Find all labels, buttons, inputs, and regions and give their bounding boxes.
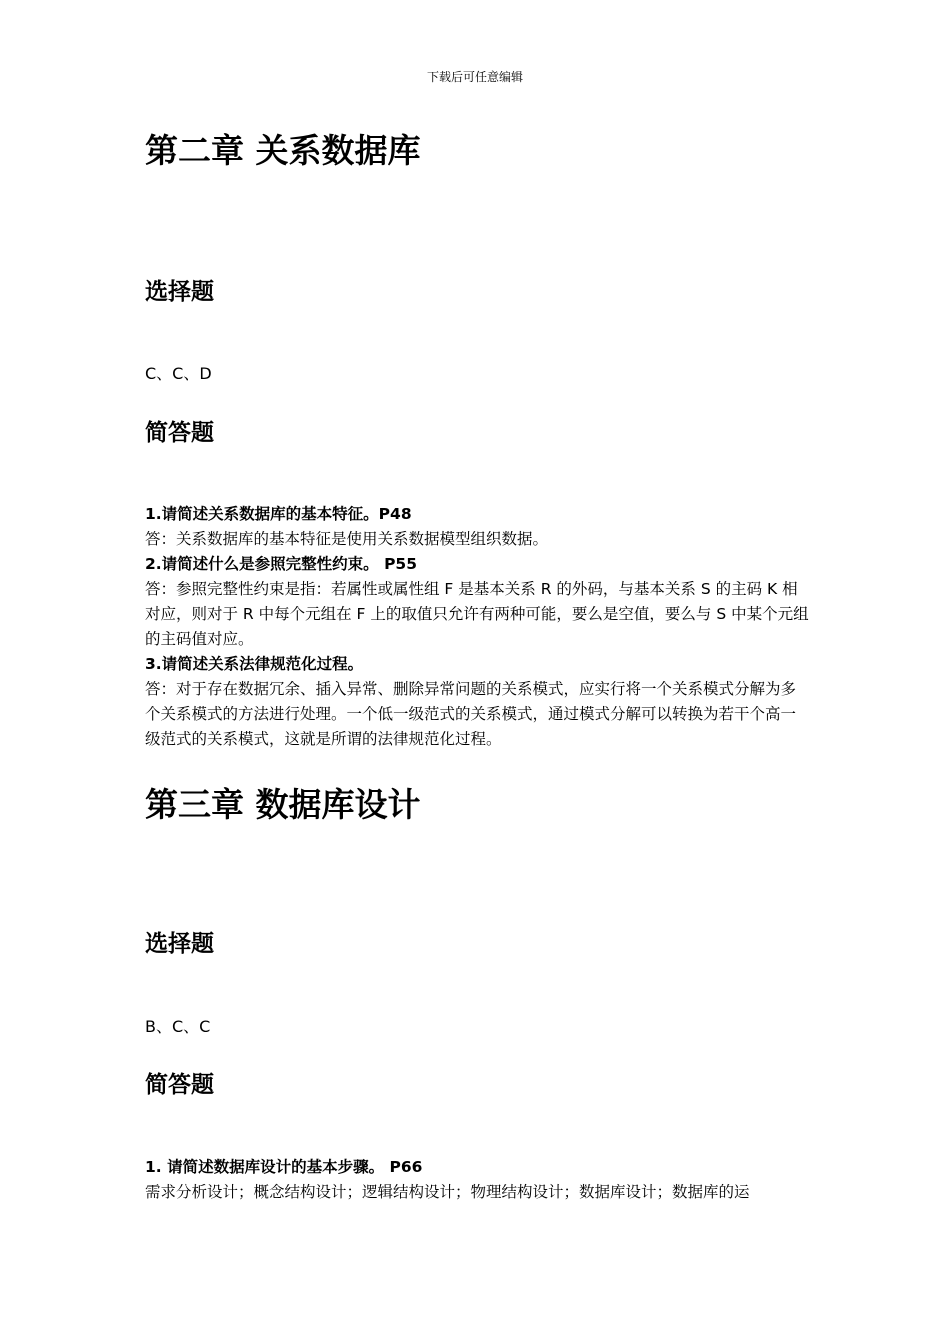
answer-2: 答：参照完整性约束是指：若属性或属性组 F 是基本关系 R 的外码，与基本关系 S 的主码 K 相对应，则对于 R 中每个元组在 F 上的取值只允许有两种可能，要么是空值，要么与 S 中某个元组的主码值对应。	[145, 580, 809, 648]
chapter-3-title: 第三章 数据库设计	[145, 785, 421, 824]
chapter-2-choice-heading: 选择题	[145, 279, 214, 305]
chapter-2-title: 第二章 关系数据库	[145, 131, 421, 170]
answer-3: 答：对于存在数据冗余、插入异常、删除异常问题的关系模式，应实行将一个关系模式分解为多个关系模式的方法进行处理。一个低一级范式的关系模式，通过模式分解可以转换为若干个高一级范式的关系模式，这就是所谓的法律规范化过程。	[145, 680, 797, 748]
chapter-2-short-heading: 简答题	[145, 420, 214, 446]
question-2: 2.请简述什么是参照完整性约束。 P55	[145, 555, 418, 573]
chapter-3-short-heading: 简答题	[145, 1072, 214, 1098]
chapter-2-choice-answers: C、C、D	[145, 364, 212, 383]
page-header: 下载后可任意编辑	[426, 70, 523, 84]
answer-1: 答：关系数据库的基本特征是使用关系数据模型组织数据。	[145, 530, 549, 548]
chapter-3-choice-heading: 选择题	[145, 931, 214, 957]
question-3: 3.请简述关系法律规范化过程。	[145, 655, 364, 673]
question-1: 1.请简述关系数据库的基本特征。P48	[145, 505, 412, 523]
chapter-3-choice-answers: B、C、C	[145, 1017, 211, 1036]
question-1: 1. 请简述数据库设计的基本步骤。 P66	[145, 1158, 423, 1176]
chapter-2-qa-list	[145, 502, 810, 752]
chapter-3-qa-list	[145, 1155, 810, 1205]
answer-1: 需求分析设计；概念结构设计；逻辑结构设计；物理结构设计；数据库设计；数据库的运	[145, 1183, 750, 1201]
